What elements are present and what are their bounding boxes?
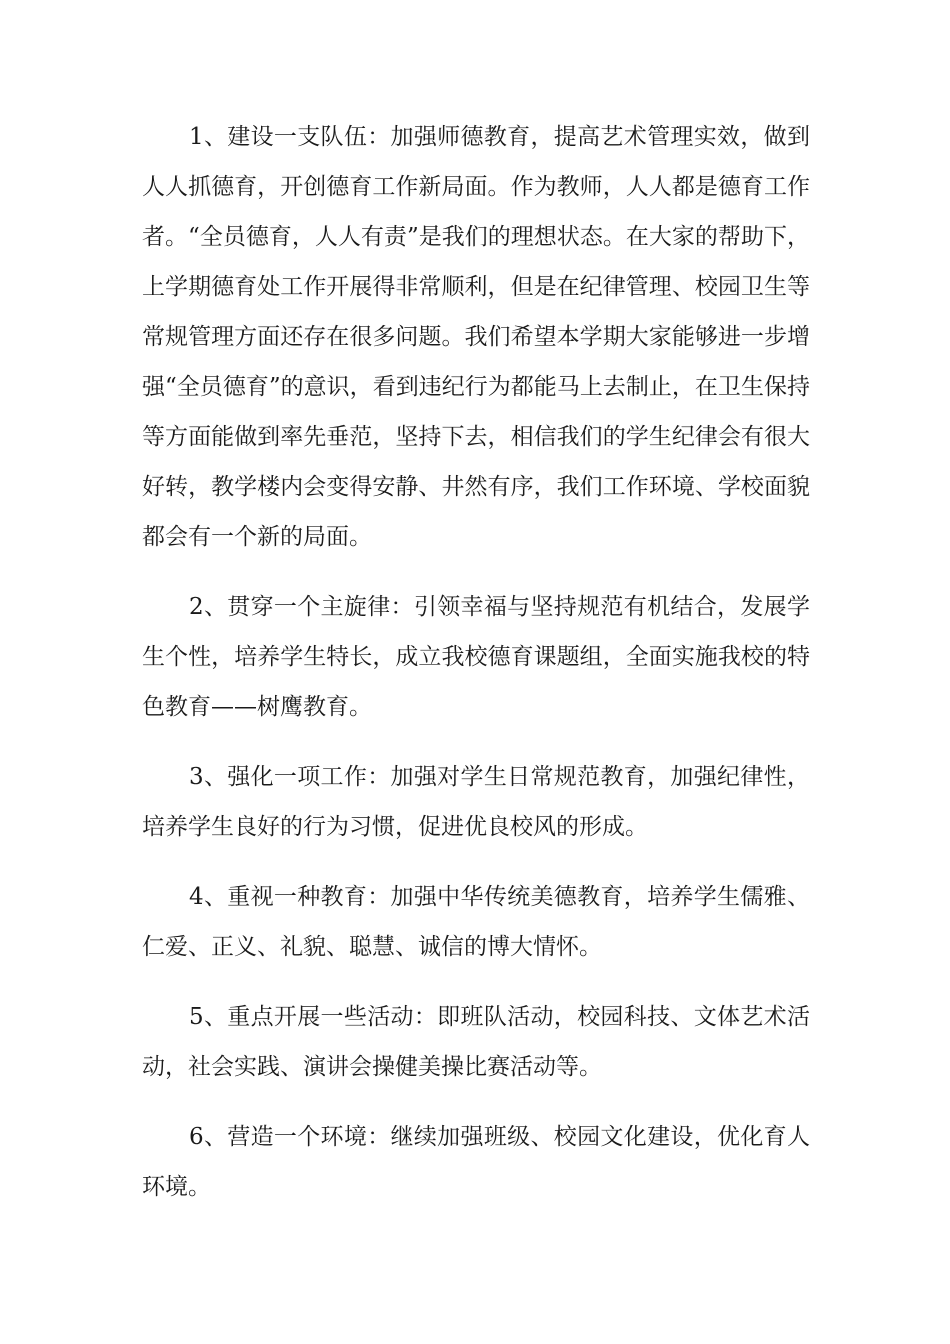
paragraph-4: 4、重视一种教育：加强中华传统美德教育，培养学生儒雅、仁爱、正义、礼貌、聪慧、诚信的博大情怀。 <box>142 884 810 960</box>
paragraph-2: 2、贯穿一个主旋律：引领幸福与坚持规范有机结合，发展学生个性，培养学生特长，成立我校德育课题组，全面实施我校的特色教育——树鹰教育。 <box>142 594 810 720</box>
paragraph-6: 6、营造一个环境：继续加强班级、校园文化建设，优化育人环境。 <box>142 1124 810 1200</box>
paragraph-5: 5、重点开展一些活动：即班队活动，校园科技、文体艺术活动，社会实践、演讲会操健美操比赛活动等。 <box>142 1004 810 1080</box>
paragraph-1: 1、建设一支队伍：加强师德教育，提高艺术管理实效，做到人人抓德育，开创德育工作新局面。作为教师，人人都是德育工作者。“全员德育，人人有责”是我们的理想状态。在大家的帮助下，上学期德育处工作开展得非常顺利，但是在纪律管理、校园卫生等常规管理方面还存在很多问题。我们希望本学期大家能够进一步增强“全员德育”的意识，看到违纪行为都能马上去制止，在卫生保持等方面能做到率先垂范，坚持下去，相信我们的学生纪律会有很大好转，教学楼内会变得安静、井然有序，我们工作环境、学校面貌都会有一个新的局面。 <box>142 124 810 550</box>
document-body <box>142 112 810 1232</box>
paragraph-3: 3、强化一项工作：加强对学生日常规范教育，加强纪律性，培养学生良好的行为习惯，促进优良校风的形成。 <box>142 764 810 840</box>
